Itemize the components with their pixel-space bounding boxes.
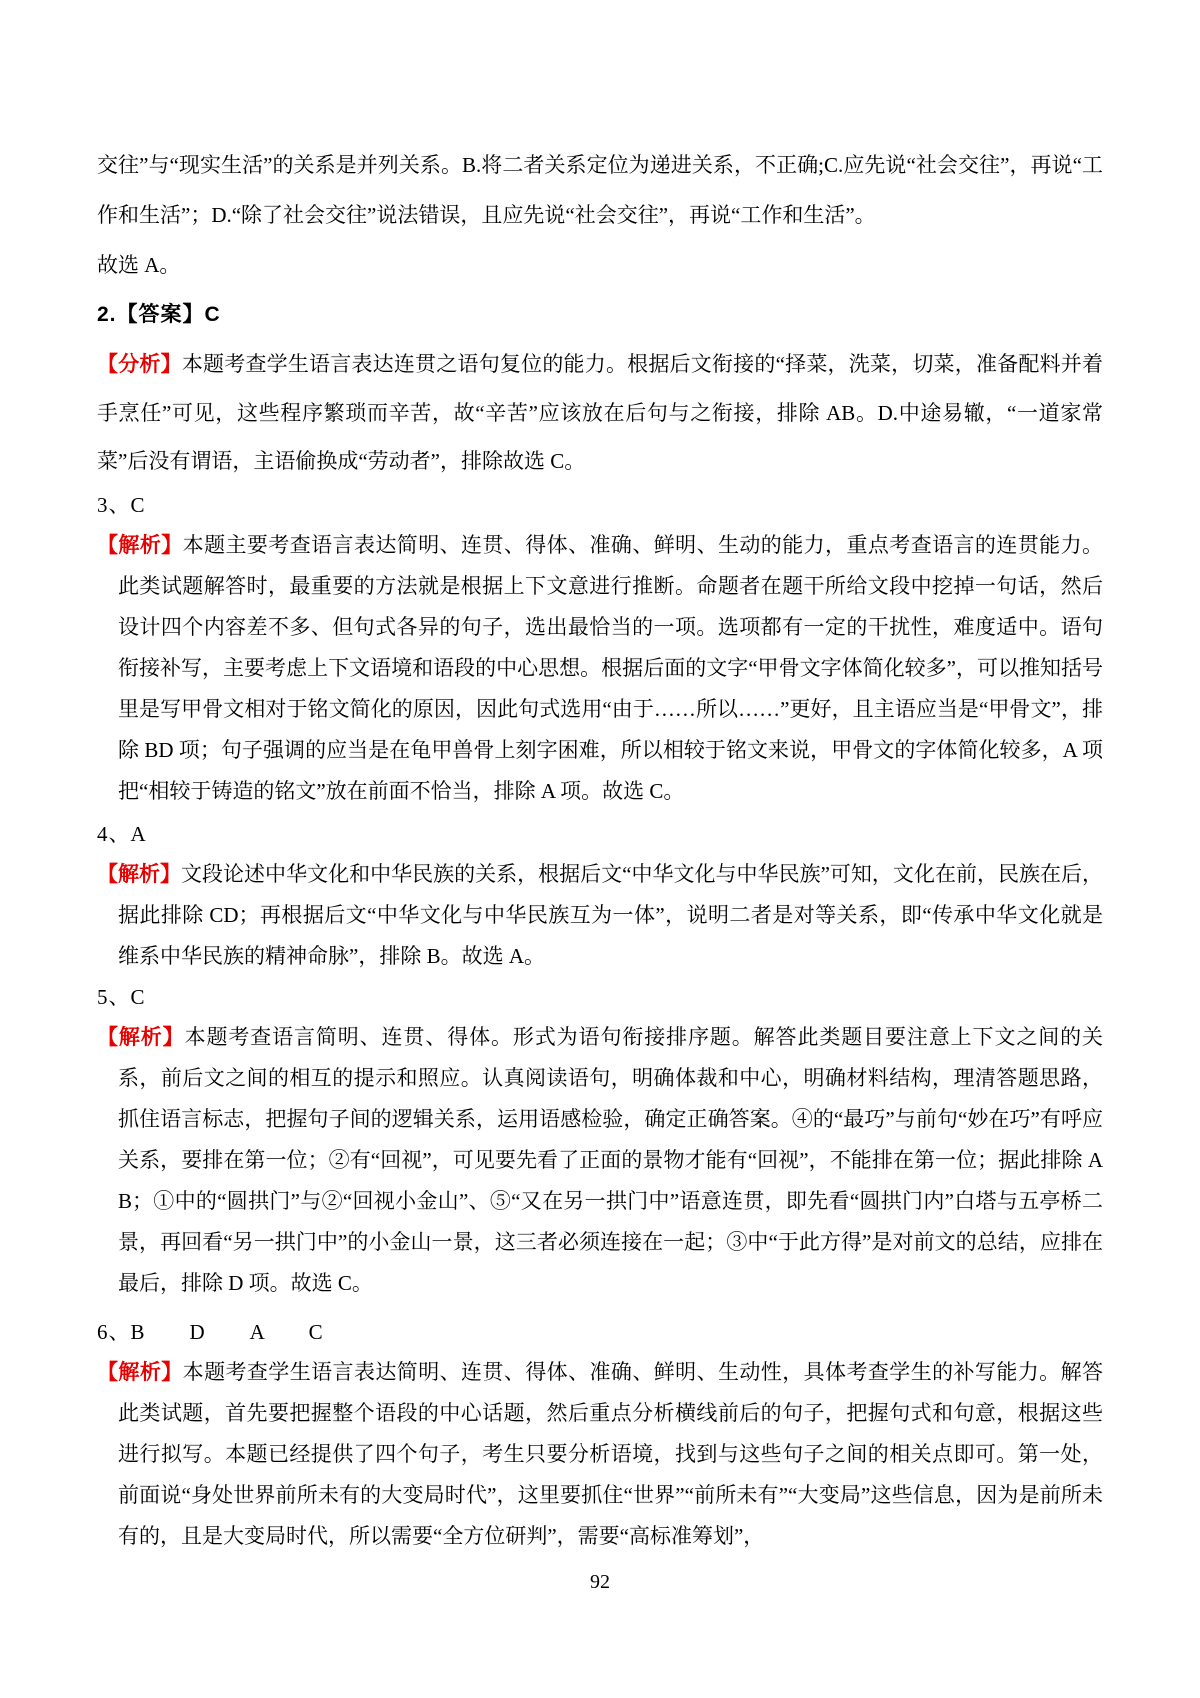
page-number: 92 bbox=[590, 1571, 610, 1593]
q2-analysis-text: 本题考查学生语言表达连贯之语句复位的能力。根据后文衔接的“择菜，洗菜，切菜，准备配料并着手烹任”可见，这些程序繁琐而辛苦，故“辛苦”应该放在后句与之衔接，排除 AB。D.中途易辙，“一道家常菜”后没有谓语，主语偷换成“劳动者”，排除故选 C。 bbox=[97, 352, 1103, 473]
q3-answer-line: 3、C bbox=[97, 493, 146, 517]
q5-answer-line: 5、C bbox=[97, 985, 146, 1009]
q6-explanation-label: 【解析】 bbox=[97, 1361, 183, 1384]
q6-answer-line: 6、B D A C bbox=[97, 1320, 324, 1344]
q6-explanation-text: 本题考查学生语言表达简明、连贯、得体、准确、鲜明、生动性，具体考查学生的补写能力。解答此类试题，首先要把握整个语段的中心话题，然后重点分析横线前后的句子，把握句式和句意，根据这些进行拟写。本题已经提供了四个句子，考生只要分析语境，找到与这些句子之间的相关点即可。第一处，前面说“身处世界前所未有的大变局时代”，这里要抓住“世界”“前所未有”“大变局”这些信息，因为是前所未有的，且是大变局时代，所以需要“全方位研判”，需要“高标准筹划”， bbox=[118, 1360, 1104, 1548]
q4-explanation-text: 文段论述中华文化和中华民族的关系，根据后文“中华文化与中华民族”可知，文化在前，民族在后，据此排除 CD；再根据后文“中华文化与中华民族互为一体”，说明二者是对等关系，即“传承中华文化就是维系中华民族的精神命脉”，排除 B。故选 A。 bbox=[118, 862, 1103, 968]
q3-explanation-text: 本题主要考查语言表达简明、连贯、得体、准确、鲜明、生动的能力，重点考查语言的连贯能力。此类试题解答时，最重要的方法就是根据上下文意进行推断。命题者在题干所给文段中挖掉一句话，然后设计四个内容差不多、但句式各异的句子，选出最恰当的一项。选项都有一定的干扰性，难度适中。语句衔接补写，主要考虑上下文语境和语段的中心思想。根据后面的文字“甲骨文字体简化较多”，可以推知括号里是写甲骨文相对于铭文简化的原因，因此句式选用“由于……所以……”更好，且主语应当是“甲骨文”，排除 BD 项；句子强调的应当是在龟甲兽骨上刻字困难，所以相较于铭文来说，甲骨文的字体简化较多，A 项把“相较于铸造的铭文”放在前面不恰当，排除 A 项。故选 C。 bbox=[118, 533, 1104, 803]
answer-key-content bbox=[97, 140, 1103, 1557]
q1-explanation-continuation: 交往”与“现实生活”的关系是并列关系。B.将二者关系定位为递进关系，不正确;C.应先说“社会交往”，再说“工作和生活”；D.“除了社会交往”说法错误，且应先说“社会交往”，再说“工作和生活”。 bbox=[97, 153, 1103, 227]
q2-analysis-paragraph bbox=[97, 340, 1103, 485]
q4-answer-line: 4、A bbox=[97, 822, 147, 846]
q4-explanation-label: 【解析】 bbox=[97, 863, 182, 886]
q4-explanation-paragraph bbox=[97, 854, 1103, 977]
q1-conclusion: 故选 A。 bbox=[97, 253, 181, 277]
q2-answer-heading: 2.【答案】C bbox=[97, 303, 221, 326]
analysis-label: 【分析】 bbox=[97, 353, 182, 376]
q6-explanation-paragraph bbox=[97, 1352, 1103, 1557]
q5-explanation-paragraph bbox=[97, 1017, 1103, 1304]
q5-explanation-label: 【解析】 bbox=[97, 1026, 185, 1049]
q3-explanation-paragraph bbox=[97, 525, 1103, 812]
q3-explanation-label: 【解析】 bbox=[97, 534, 183, 557]
q5-explanation-text: 本题考查语言简明、连贯、得体。形式为语句衔接排序题。解答此类题目要注意上下文之间的关系，前后文之间的相互的提示和照应。认真阅读语句，明确体裁和中心，明确材料结构，理清答题思路，抓住语言标志，把握句子间的逻辑关系，运用语感检验，确定正确答案。④的“最巧”与前句“妙在巧”有呼应关系，要排在第一位；②有“回视”，可见要先看了正面的景物才能有“回视”，不能排在第一位；据此排除 AB；①中的“圆拱门”与②“回视小金山”、⑤“又在另一拱门中”语意连贯，即先看“圆拱门内”白塔与五亭桥二景，再回看“另一拱门中”的小金山一景，这三者必须连接在一起；③中“于此方得”是对前文的总结，应排在最后，排除 D 项。故选 C。 bbox=[118, 1025, 1104, 1295]
